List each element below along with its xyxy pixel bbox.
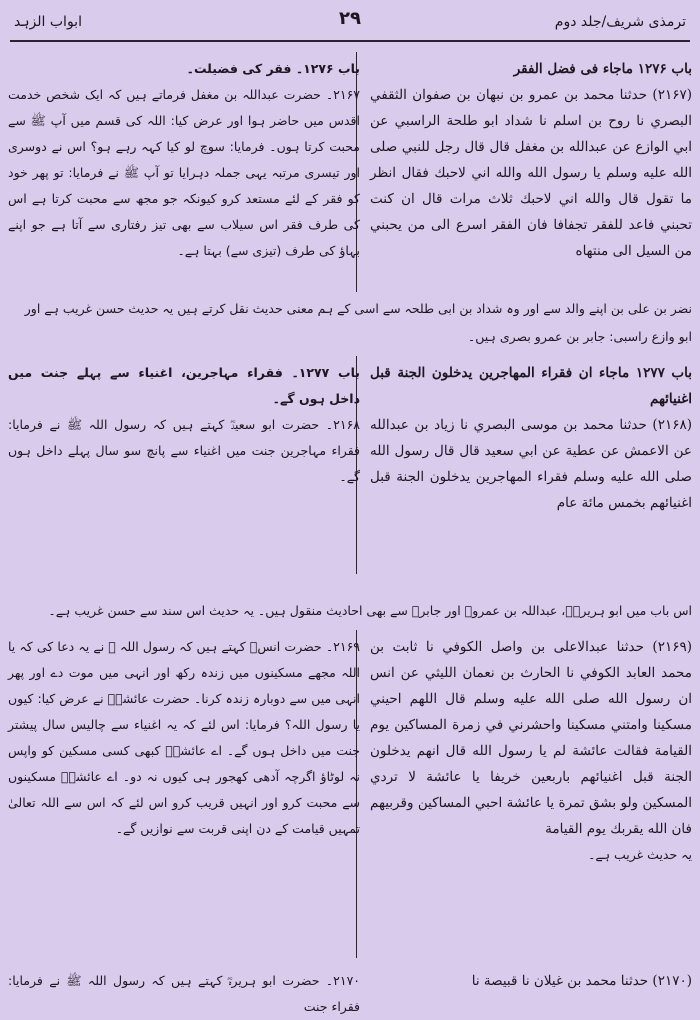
section-2170: [8, 968, 692, 1014]
arabic-hadith-2168: (۲۱۶۸) حدثنا محمد بن موسى البصري نا زياد بن عبدالله عن الاعمش عن عطية عن ابي سعيد قال قال رسول الله صلى الله عليه وسلم فقراء المهاجرين يدخلون الجنة قبل اغنيائهم بخمس مائة عام: [370, 417, 692, 511]
arabic-hadith-2167: (۲۱۶۷) حدثنا محمد بن عمرو بن نبهان بن صفوان الثقفي البصري نا روح بن اسلم نا شداد ابو طلحة الراسبي عن ابي الوازع عن عبدالله بن مغفل قال قال رجل للنبي صلى الله عليه وسلم يا رسول الله والله اني لاحبك فقال انظر ما تقول قال والله اني لاحبك ثلاث مرات قال ان كنت تحبني فاعد للفقر تجفافا فان الفقر اسرع الى من يحبني من السيل الى منتهاه: [370, 87, 692, 259]
urdu-column-2169: [8, 634, 360, 842]
urdu-heading-1276: باب ۱۲۷۶۔ فقر کی فضیلت۔: [186, 61, 360, 76]
urdu-column-1276: [8, 56, 360, 264]
grading-note-2169: یہ حدیث غریب ہے۔: [588, 847, 692, 862]
arabic-hadith-2169: (۲۱۶۹) حدثنا عبدالاعلى بن واصل الكوفي نا ثابت بن محمد العابد الكوفي نا الحارث بن نعمان الليثي عن انس ان رسول الله صلى الله عليه وسلم قال اللهم احيني مسكينا وامتني مسكينا واحشرني في زمرة المساكين يوم القيامة فقالت عائشة لم يا رسول الله قال انهم يدخلون الجنة قبل اغنيائهم باربعين خريفا يا عائشة لا تردي المسكين ولو بشق تمرة يا عائشة احبي المساكين وقربيهم فان الله يقربك يوم القيامة: [370, 639, 692, 837]
urdu-column-1277: [8, 360, 360, 490]
header-chapter-title: ابواب الزہد: [14, 14, 82, 30]
section-1276: [8, 56, 692, 292]
urdu-hadith-2168: ۲۱۶۸۔ حضرت ابو سعیدؓ کہتے ہیں کہ رسول اللہ ﷺ نے فرمایا: فقراء مہاجرین جنت میں اغنیاء سے پانچ سو سال پہلے داخل ہوں گے۔: [8, 417, 360, 484]
note-1277: اس باب میں ابو ہریرہؓ، عبداللہ بن عمروؓ اور جابرؓ سے بھی احادیث منقول ہیں۔ یہ حدیث اس سند سے حسن غریب ہے۔: [48, 603, 692, 618]
urdu-column-2170: [8, 968, 360, 1020]
arabic-heading-1276: باب ۱۲۷۶ ماجاء فی فضل الفقر: [513, 61, 692, 77]
urdu-heading-1277: باب ۱۲۷۷۔ فقراء مہاجرین، اغنیاء سے پہلے جنت میں داخل ہوں گے۔: [8, 365, 360, 406]
arabic-column-2169: [370, 634, 692, 868]
page-header: [10, 6, 690, 42]
urdu-hadith-2167: ۲۱۶۷۔ حضرت عبداللہ بن مغفل فرماتے ہیں کہ ایک شخص خدمت اقدس میں حاضر ہوا اور عرض کیا: اللہ کی قسم میں آپ ﷺ سے محبت کرتا ہوں۔ فرمایا: سوچ لو کیا کہہ رہے ہو؟ اس نے دوسری اور تیسری مرتبہ یہی جملہ دہرایا تو آپ ﷺ نے فرمایا: تو پھر خود کو فقر کے لئے مستعد کرو کیونکہ جو مجھ سے محبت کرتا ہے اس کی طرف فقر اس سیلاب سے بھی تیز رفتاری سے آتا ہے جو اپنے بہاؤ کی طرف (تیزی سے) بہتا ہے۔: [8, 87, 360, 258]
arabic-column-1276: [370, 56, 692, 264]
header-book-title: ترمذی شریف/جلد دوم: [554, 14, 686, 30]
note-1276-a: نضر بن علی بن اپنے والد سے اور وہ شداد بن ابی طلحہ سے اسی کے ہم معنی حدیث نقل کرتے ہیں یہ حدیث حسن غریب ہے اور: [24, 301, 692, 316]
arabic-column-2170: [370, 968, 692, 994]
arabic-hadith-2170: (۲۱۷۰) حدثنا محمد بن غيلان نا قبيصة نا: [471, 973, 692, 989]
arabic-column-1277: [370, 360, 692, 516]
note-1276-b: ابو وازع راسبی: جابر بن عمرو بصری ہیں۔: [467, 329, 692, 344]
arabic-heading-1277: باب ۱۲۷۷ ماجاء ان فقراء المهاجرين يدخلون الجنة قبل اغنيائهم: [370, 365, 692, 407]
page-number: ۲۹: [339, 8, 361, 29]
section-2169: [8, 634, 692, 958]
urdu-hadith-2170: ۲۱۷۰۔ حضرت ابو ہریرہؓ کہتے ہیں کہ رسول اللہ ﷺ نے فرمایا: فقراء جنت: [8, 973, 360, 1014]
urdu-hadith-2169: ۲۱۶۹۔ حضرت انسؓ کہتے ہیں کہ رسول اللہ ﷺ نے یہ دعا کی کہ یا اللہ مجھے مسکینوں میں زندہ رکھ اور انہی میں موت دے اور پھر انہی میں سے دوبارہ زندہ کرنا۔ حضرت عائشہؓ نے عرض کیا: کیوں یا رسول اللہ؟ فرمایا: اس لئے کہ یہ اغنیاء سے چالیس سال پیشتر جنت میں داخل ہوں گے۔ اے عائشہؓ کبھی کسی مسکین کو واپس نہ لوٹاؤ اگرچہ آدھی کھجور ہی کیوں نہ دو۔ اے عائشہؓ مسکینوں سے محبت کرو اور انہیں قریب کرو اس لئے کہ اس سے اللہ تعالیٰ تمہیں قیامت کے دن اپنی قربت سے نوازیں گے۔: [8, 639, 360, 836]
section-1277: [8, 360, 692, 574]
